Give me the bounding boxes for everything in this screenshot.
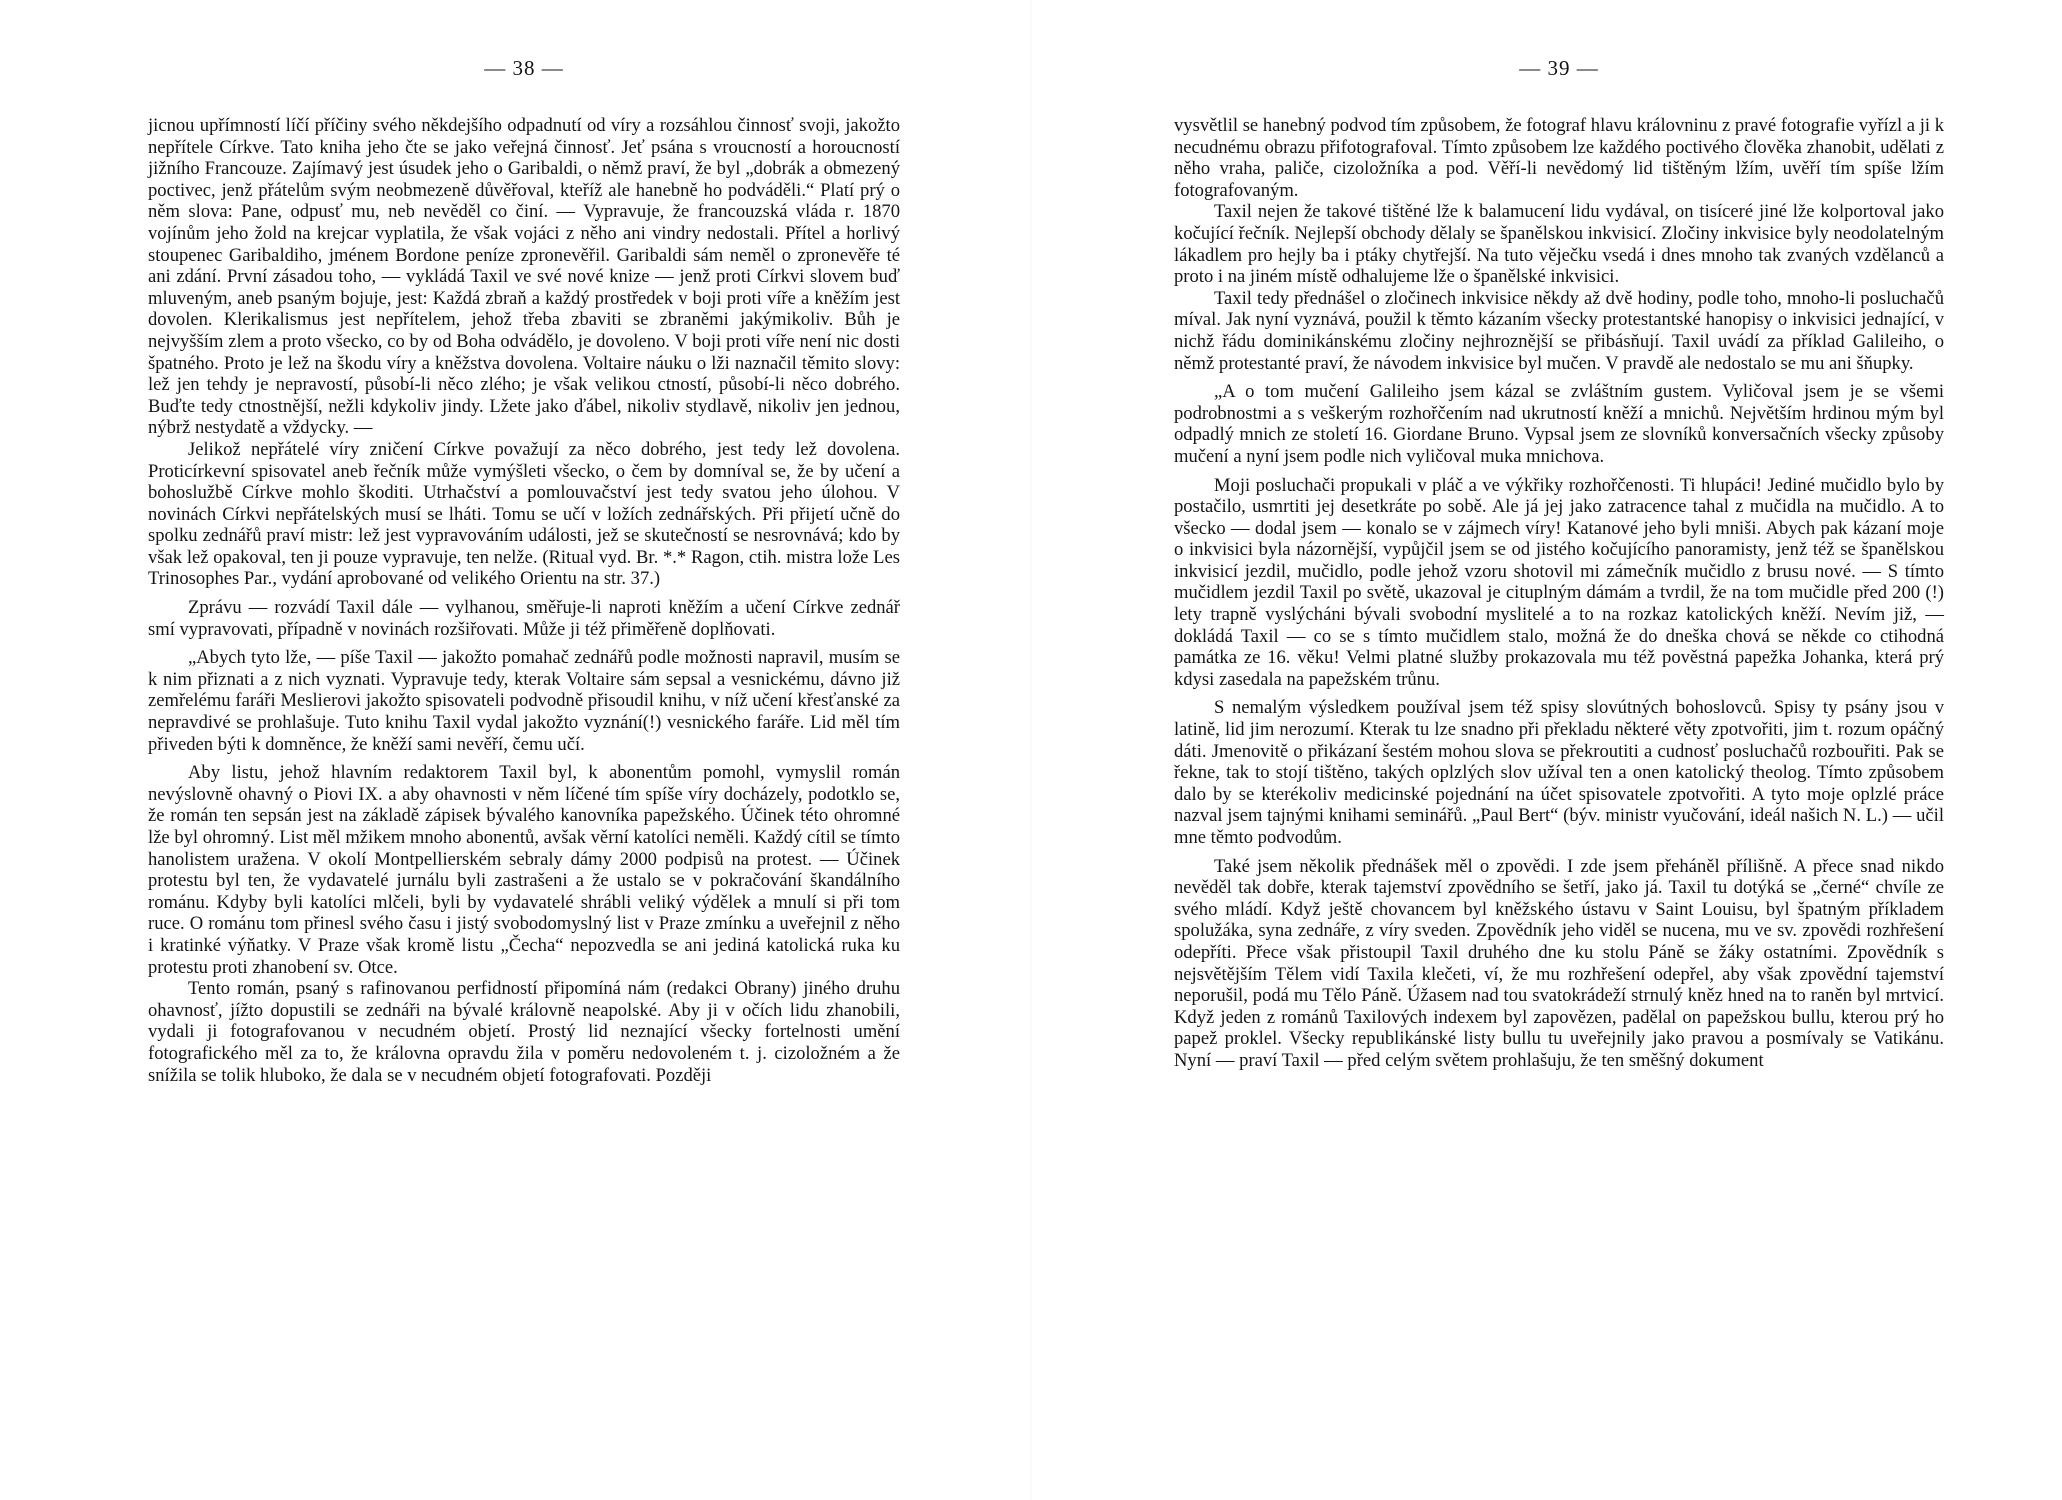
paragraph: S nemalým výsledkem používal jsem též spisy slovútných bohoslovců. Spisy ty psány jsou v latině, lid jim nerozumí. Kterak tu lze snadno při překladu některé věty zpotvořiti, jim t. rozum opáčný dáti. Jmenovitě o přikázaní šestém mohou slova se překroutiti a cudnosť posluchačů rozbouřiti. Pak se řekne, tak to stojí tištěno, takých oplzlých slov užíval ten a onen katolický theolog. Tímto způsobem dalo by se kterékoliv medicinské pojednání na účet spisovatele zpotvořiti. A tyto moje oplzlé práce nazval jsem tajnými knihami seminářů. „Paul Bert“ (býv. ministr vyučování, ideál našich N. L.) — učil mne těmto podvodům. [1174,697,1944,848]
paragraph: Moji posluchači propukali v pláč a ve výkřiky rozhořčenosti. Ti hlupáci! Jediné mučidlo bylo by postačilo, usmrtiti jej desetkráte po sobě. Ale já jej jako zatracence tahal z mučidla na mučidlo. A to všecko — dodal jsem — konalo se v zájmech víry! Katanové jeho byli mniši. Abych pak kázaní moje o inkvisici byla názornější, vypůjčil jsem se od jistého kočujícího panoramisty, jenž též se španělskou inkvisicí jezdil, mučidlo, podle jehož vzoru shotovil mi zámečník mučidlo z brusu nové. — S tímto mučidlem jezdil Taxil po světě, ukazoval je cituplným dámám a tvrdil, že na tom mučidle před 200 (!) lety trapně vyslýcháni bývali svobodní myslitelé a to na rozkaz katolických kněží. Nevím již, — dokládá Taxil — co se s tímto mučidlem stalo, možná že do dneška chová se někde co ctihodná památka ze 16. věku! Velmi platné služby prokazovala mu též pověstná papežka Johanka, která prý kdysi zasedala na papežském trůnu. [1174,474,1944,690]
paragraph: Aby listu, jehož hlavním redaktorem Taxil byl, k abonentům pomohl, vymyslil román nevýslovně ohavný o Piovi IX. a aby ohavnosti v něm líčené tím spíše víry docházely, podotklo se, že román ten sepsán jest na základě zápisek bývalého kanovníka papežského. Účinek této ohromné lže byl ohromný. List měl mžikem mnoho abonentů, avšak věrní katolíci neměli. Každý cítil se tímto hanolistem uražena. V okolí Montpellierském sebraly dámy 2000 podpisů na protest. — Účinek protestu byl ten, že vydavatelé jurnálu byli zastrašeni a že ustalo se v pokračování škandálního románu. Kdyby byli katolíci mlčeli, byli by vydavatelé shrábli veliký výdělek a mnulí si při tom ruce. O románu tom přinesl svého času i jistý svobodomyslný list v Praze zmínku a uveřejnil z něho i kratinké výňatky. V Praze však kromě listu „Čecha“ nepozvedla se ani jediná katolická ruka ku protestu proti zhanobení sv. Otce. [148,762,900,978]
right-page [1174,0,1944,1500]
paragraph: Také jsem několik přednášek měl o zpovědi. I zde jsem přeháněl přílišně. A přece snad nikdo nevěděl tak dobře, kterak tajemství zpovědního se šetří, jako já. Taxil tu dotýká se „černé“ chvíle ze svého mládí. Když ještě chovancem byl kněžského ústavu v Saint Louisu, byl špatným příkladem spolužáka, syna zednáře, z víry sveden. Zpovědník jeho viděl se nucena, mu ve sv. zpovědi rozhřešení odepříti. Přece však přistoupil Taxil druhého dne ku stolu Páně se žáky ostatními. Zpovědník s nejsvětějším Tělem vidí Taxila klečeti, ví, že mu rozhřešení odepřel, aby však zpovědní tajemství neporušil, podá mu Tělo Páně. Úžasem nad tou svatokrádeží strnulý kněz hned na to raněn byl mrtvicí. Když jeden z románů Taxilových indexem byl zapovězen, padělal on papežskou bullu, kterou prý ho papež proklel. Všecky republikánské listy bullu tu uveřejnily jako pravou a posmívaly se Vatikánu. Nyní — praví Taxil — před celým světem prohlašuju, že ten směšný dokument [1174,855,1944,1071]
paragraph: Taxil nejen že takové tištěné lže k balamucení lidu vydával, on tisíceré jiné lže kolportoval jako kočující řečník. Nejlepší obchody dělaly se španělskou inkvisicí. Zločiny inkvisice byly neodolatelným lákadlem pro hejly ba i ptáky chytřejší. Na tuto věječku vsedá i dnes mnoho tak zvaných vzdělanců a proto i na jiném místě odhalujeme lže o španělské inkvisici. [1174,201,1944,288]
paragraph: Zprávu — rozvádí Taxil dále — vylhanou, směřuje-li naproti kněžím a učení Církve zednář smí vypravovati, případně v novinách rozšiřovati. Může ji též přiměřeně doplňovati. [148,597,900,640]
paragraph: Tento román, psaný s rafinovanou perfidností připomíná nám (redakci Obrany) jiného druhu ohavnosť, jížto dopustili se zednáři na bývalé královně neapolské. Aby ji v očích lidu zhanobili, vydali ji fotografovanou v necudném objetí. Prostý lid neznající všecky fortelnosti umění fotografického měl za to, že královna opravdu žila v poměru nedovoleném t. j. cizoložném a že snížila se tolik hluboko, že dala se v necudném objetí fotografovati. Později [148,978,900,1086]
page-body [1174,115,1944,1072]
paragraph: „Abych tyto lže, — píše Taxil — jakožto pomahač zednářů podle možnosti napravil, musím se k nim přiznati a z nich vyznati. Vypravuje tedy, kterak Voltaire sám sepsal a vesnickému, dávno již zemřelému faráři Meslierovi jakožto spisovateli podvodně přisoudil knihu, v níž učení křesťanské za nepravdivé se prohlašuje. Tuto knihu Taxil vydal jakožto vyznání(!) vesnického faráře. Lid měl tím přiveden býti k domněnce, že kněží sami nevěří, čemu učí. [148,647,900,755]
paragraph: Jelikož nepřátelé víry zničení Církve považují za něco dobrého, jest tedy lež dovolena. Proticírkevní spisovatel aneb řečník může vymýšleti všecko, o čem by domníval se, že by učení a bohoslužbě Církve mohlo škoditi. Utrhačství a pomlouvačství jest tedy svatou jeho úlohou. V novinách Církvi nepřátelských musí se lháti. Tomu se učí v ložích zednářských. Při přijetí učně do spolku zednářů praví mistr: lež jest vypravováním události, jež se skutečností se nesrovnává; kdo by však lež opakoval, ten ji pouze vypravuje, ten nelže. (Ritual vyd. Br. *.* Ragon, ctih. mistra lože Les Trinosophes Par., vydání aprobované od velikého Orientu na str. 37.) [148,438,900,590]
paragraph: „A o tom mučení Galileiho jsem kázal se zvláštním gustem. Vyličoval jsem je se všemi podrobnostmi a s veškerým rozhořčením nad ukrutností kněží a mnichů. Největším hrdinou mým byl odpadlý mnich ze století 16. Giordane Bruno. Vypsal jsem ze slovníků konversačních všecky způsoby mučení a nyní jsem podle nich vyličoval muka mnichova. [1174,381,1944,467]
paragraph: jicnou upřímností líčí příčiny svého někdejšího odpadnutí od víry a rozsáhlou činnosť svoji, jakožto nepřítele Církve. Tato kniha jeho čte se jako veřejná činnosť. Jeť psána s vroucností a horoucností jižního Francouze. Zajímavý jest úsudek jeho o Garibaldi, o němž praví, že byl „dobrák a obmezený poctivec, jenž přátelům svým neobmezeně důvěřoval, kteříž ale hanebně ho podváděli.“ Platí prý o něm slova: Pane, odpusť mu, neb nevěděl co činí. — Vypravuje, že francouzská vláda r. 1870 vojínům jeho žold na krejcar vyplatila, že však vojáci z něho ani vindry nedostali. Přítel a horlivý stoupenec Garibaldiho, jménem Bordone peníze zpronevěřil. Garibaldi sám neměl o zpronevěře té ani zdání. První zásadou toho, — vykládá Taxil ve své nové knize — jenž proti Církvi slovem buď mluveným, aneb psaným bojuje, jest: Každá zbraň a každý prostředek v boji proti víře a kněžím jest dovolen. Klerikalismus jest nepřítelem, jehož třeba zbaviti se zbraněmi jakýmikoliv. Bůh je nejvyšším zlem a proto všecko, co by od Boha odvádělo, je dovoleno. V boji proti víře není nic dosti špatného. Proto je lež na škodu víry a kněžstva dovolena. Voltaire náuku o lži naznačil těmito slovy: lež jen tehdy je nepravostí, působí-li něco zlého; je však velikou ctností, působí-li něco dobrého. Buďte tedy ctnostnější, nežli kdykoliv jindy. Lžete jako ďábel, nikoliv stydlavě, nikoliv jen jednou, nýbrž nestydatě a vždycky. — [148,115,900,439]
left-page [148,0,900,1500]
page-body [148,115,900,1086]
page-number: — 38 — [484,56,564,80]
paragraph: vysvětlil se hanebný podvod tím způsobem, že fotograf hlavu královninu z pravé fotografie vyřízl a ji k necudnému obrazu přifotografoval. Tímto způsobem lze každého poctivého člověka zhanobit, udělati z něho vraha, paliče, cizoložníka a pod. Věří-li nevědomý lid tištěným lžím, uvěří tím spíše lžím fotografovaným. [1174,115,1944,201]
paragraph: Taxil tedy přednášel o zločinech inkvisice někdy až dvě hodiny, podle toho, mnoho-li posluchačů míval. Jak nyní vyznává, použil k těmto kázaním všecky protestantské hanopisy o inkvisici jednající, v nichž řádu dominikánskému zločiny nejhroznější se přibásňují. Taxil uvádí za příklad Galileiho, o němž protestanté praví, že návodem inkvisice byl mučen. V pravdě ale nedostalo se mu ani šňupky. [1174,287,1944,374]
page-gutter [1030,0,1032,1500]
page-number: — 39 — [1519,56,1599,80]
